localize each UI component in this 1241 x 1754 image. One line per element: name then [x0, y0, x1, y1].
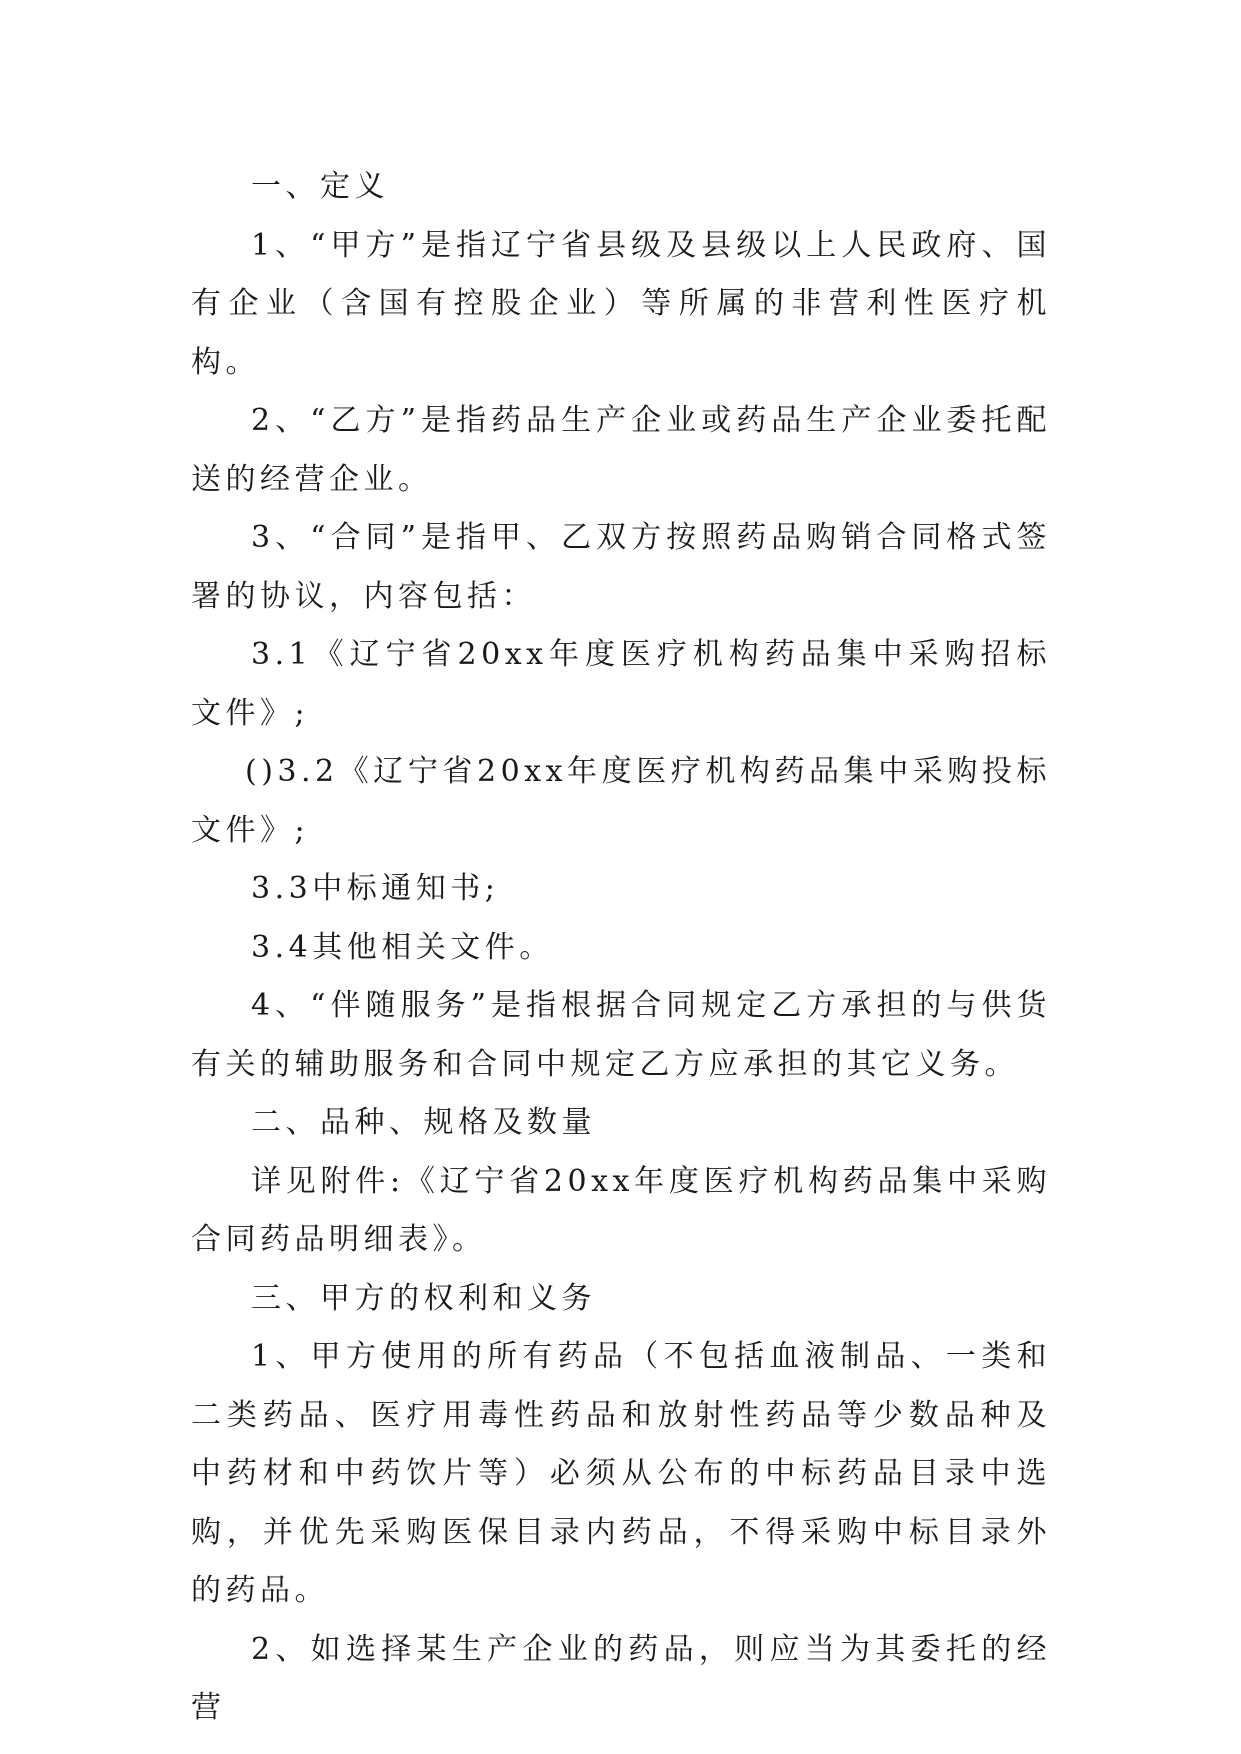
paragraph-definition-service: 4、“伴随服务”是指根据合同规定乙方承担的与供货有关的辅助服务和合同中规定乙方应承担的其它义务。	[191, 988, 1051, 1082]
paragraph-definition-party-a: 1、“甲方”是指辽宁省县级及县级以上人民政府、国有企业（含国有控股企业）等所属的非营利性医疗机构。	[191, 227, 1051, 380]
paragraph-party-a-item-1: 1、甲方使用的所有药品（不包括血液制品、一类和二类药品、医疗用毒性药品和放射性药品等少数品种及中药材和中药饮片等）必须从公布的中标药品目录中选购，并优先采购医保目录内药品，不得采购中标目录外的药品。	[191, 1339, 1051, 1608]
paragraph-definition-contract: 3、“合同”是指甲、乙双方按照药品购销合同格式签署的协议，内容包括：	[191, 520, 1051, 614]
section-heading-party-a-rights: 三、甲方的权利和义务	[251, 1280, 596, 1316]
paragraph-item-3-1: 3.1《辽宁省20xx年度医疗机构药品集中采购招标文件》;	[191, 637, 1051, 731]
section-heading-definitions: 一、定义	[251, 169, 389, 204]
paragraph-item-3-4: 3.4其他相关文件。	[251, 929, 554, 965]
paragraph-party-a-item-2: 2、如选择某生产企业的药品，则应当为其委托的经营	[191, 1631, 1051, 1725]
paragraph-item-3-3: 3.3中标通知书;	[251, 871, 500, 906]
section-heading-varieties: 二、品种、规格及数量	[251, 1105, 596, 1140]
document-body	[191, 158, 1051, 1738]
paragraph-definition-party-b: 2、“乙方”是指药品生产企业或药品生产企业委托配送的经营企业。	[191, 403, 1051, 497]
paragraph-see-attachment: 详见附件:《辽宁省20xx年度医疗机构药品集中采购合同药品明细表》。	[191, 1163, 1051, 1257]
paragraph-item-3-2: ()3.2《辽宁省20xx年度医疗机构药品集中采购投标文件》;	[191, 754, 1051, 848]
